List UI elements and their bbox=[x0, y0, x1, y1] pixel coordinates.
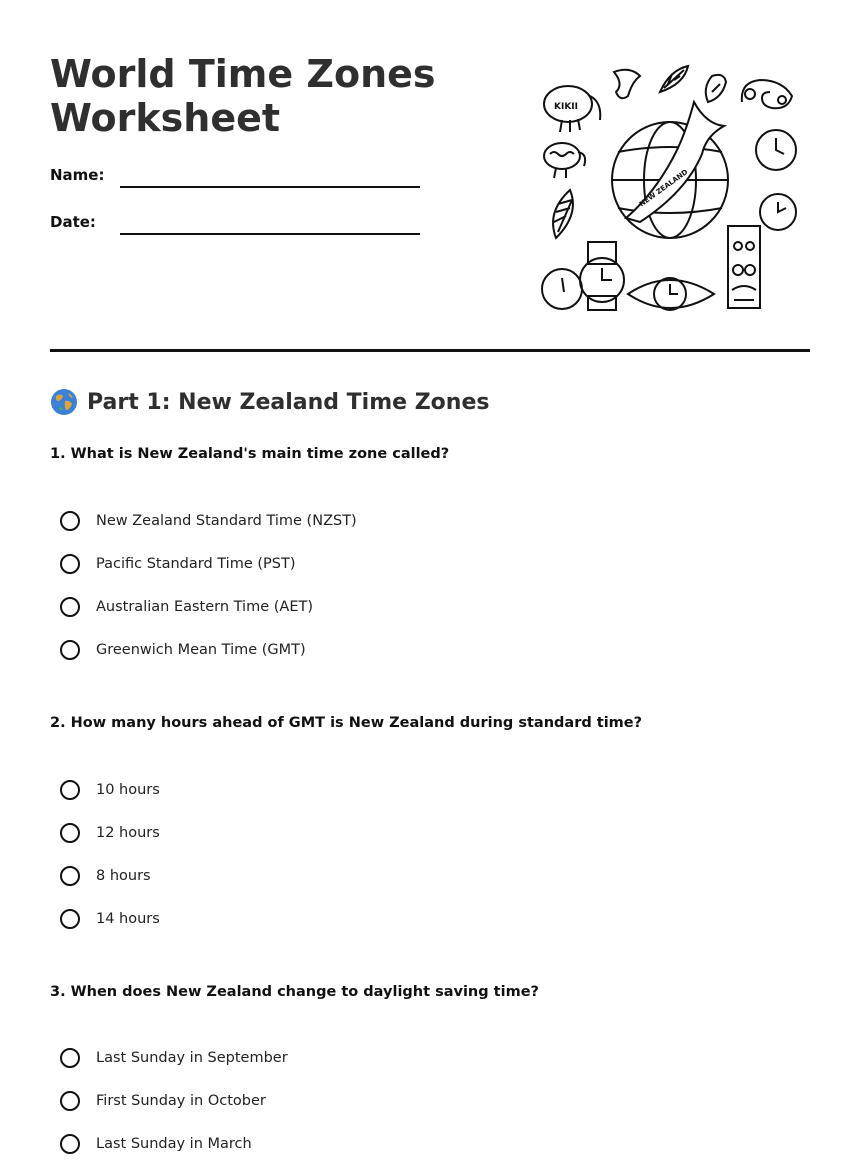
radio-button[interactable] bbox=[60, 1048, 80, 1068]
q2-option-2[interactable] bbox=[60, 823, 160, 843]
q2-option-3[interactable] bbox=[60, 866, 151, 886]
question-1: 1. What is New Zealand's main time zone called? bbox=[50, 446, 450, 462]
radio-button[interactable] bbox=[60, 1134, 80, 1154]
option-label: 10 hours bbox=[96, 782, 160, 798]
radio-button[interactable] bbox=[60, 1091, 80, 1111]
clock-icon bbox=[756, 130, 796, 170]
option-label: 14 hours bbox=[96, 911, 160, 927]
question-2: 2. How many hours ahead of GMT is New Zealand during standard time? bbox=[50, 715, 643, 731]
waka-clock-icon bbox=[628, 278, 714, 310]
option-label: New Zealand Standard Time (NZST) bbox=[96, 513, 357, 529]
clock-icon bbox=[760, 194, 796, 230]
date-field[interactable] bbox=[120, 233, 420, 235]
globe-map-text: NEW ZEALAND bbox=[638, 167, 690, 209]
fern-frond-icon bbox=[553, 190, 573, 238]
q2-option-4[interactable] bbox=[60, 909, 160, 929]
kiwi-sign-text: KIKII bbox=[554, 102, 578, 112]
clock-icon bbox=[542, 269, 582, 309]
small-kiwi-icon bbox=[544, 143, 585, 178]
q1-option-1[interactable] bbox=[60, 511, 357, 531]
title-line-2: Worksheet bbox=[50, 96, 281, 140]
radio-button[interactable] bbox=[60, 511, 80, 531]
totem-pole-icon bbox=[728, 226, 760, 308]
q1-option-2[interactable] bbox=[60, 554, 295, 574]
radio-button[interactable] bbox=[60, 823, 80, 843]
globe-icon bbox=[50, 388, 78, 416]
radio-button[interactable] bbox=[60, 866, 80, 886]
paua-shell-icon bbox=[706, 75, 726, 102]
radio-button[interactable] bbox=[60, 554, 80, 574]
q1-option-3[interactable] bbox=[60, 597, 313, 617]
option-label: Last Sunday in September bbox=[96, 1050, 288, 1066]
option-label: 8 hours bbox=[96, 868, 151, 884]
question-3: 3. When does New Zealand change to daylight saving time? bbox=[50, 984, 539, 1000]
kiwi-bird-icon bbox=[544, 86, 600, 132]
globe-icon bbox=[612, 102, 728, 238]
q3-option-2[interactable] bbox=[60, 1091, 266, 1111]
q3-option-3[interactable] bbox=[60, 1134, 252, 1154]
option-label: First Sunday in October bbox=[96, 1093, 266, 1109]
q3-option-1[interactable] bbox=[60, 1048, 288, 1068]
fern-leaf-icon bbox=[660, 66, 688, 92]
koru-icon bbox=[742, 80, 792, 108]
q2-option-1[interactable] bbox=[60, 780, 160, 800]
option-label: Last Sunday in March bbox=[96, 1136, 252, 1152]
new-zealand-clocks-illustration bbox=[536, 62, 802, 318]
radio-button[interactable] bbox=[60, 597, 80, 617]
header-divider bbox=[50, 349, 810, 352]
name-field[interactable] bbox=[120, 186, 420, 188]
title-line-1: World Time Zones bbox=[50, 52, 436, 96]
option-label: Greenwich Mean Time (GMT) bbox=[96, 642, 306, 658]
section-heading bbox=[50, 388, 489, 416]
radio-button[interactable] bbox=[60, 780, 80, 800]
radio-button[interactable] bbox=[60, 909, 80, 929]
q1-option-4[interactable] bbox=[60, 640, 306, 660]
name-label: Name: bbox=[50, 166, 105, 184]
date-label: Date: bbox=[50, 213, 96, 231]
option-label: 12 hours bbox=[96, 825, 160, 841]
option-label: Australian Eastern Time (AET) bbox=[96, 599, 313, 615]
option-label: Pacific Standard Time (PST) bbox=[96, 556, 296, 572]
radio-button[interactable] bbox=[60, 640, 80, 660]
wristwatch-icon bbox=[580, 242, 624, 310]
page-title bbox=[50, 52, 470, 140]
section-heading-text: Part 1: New Zealand Time Zones bbox=[87, 389, 490, 415]
tui-bird-icon bbox=[614, 70, 640, 99]
